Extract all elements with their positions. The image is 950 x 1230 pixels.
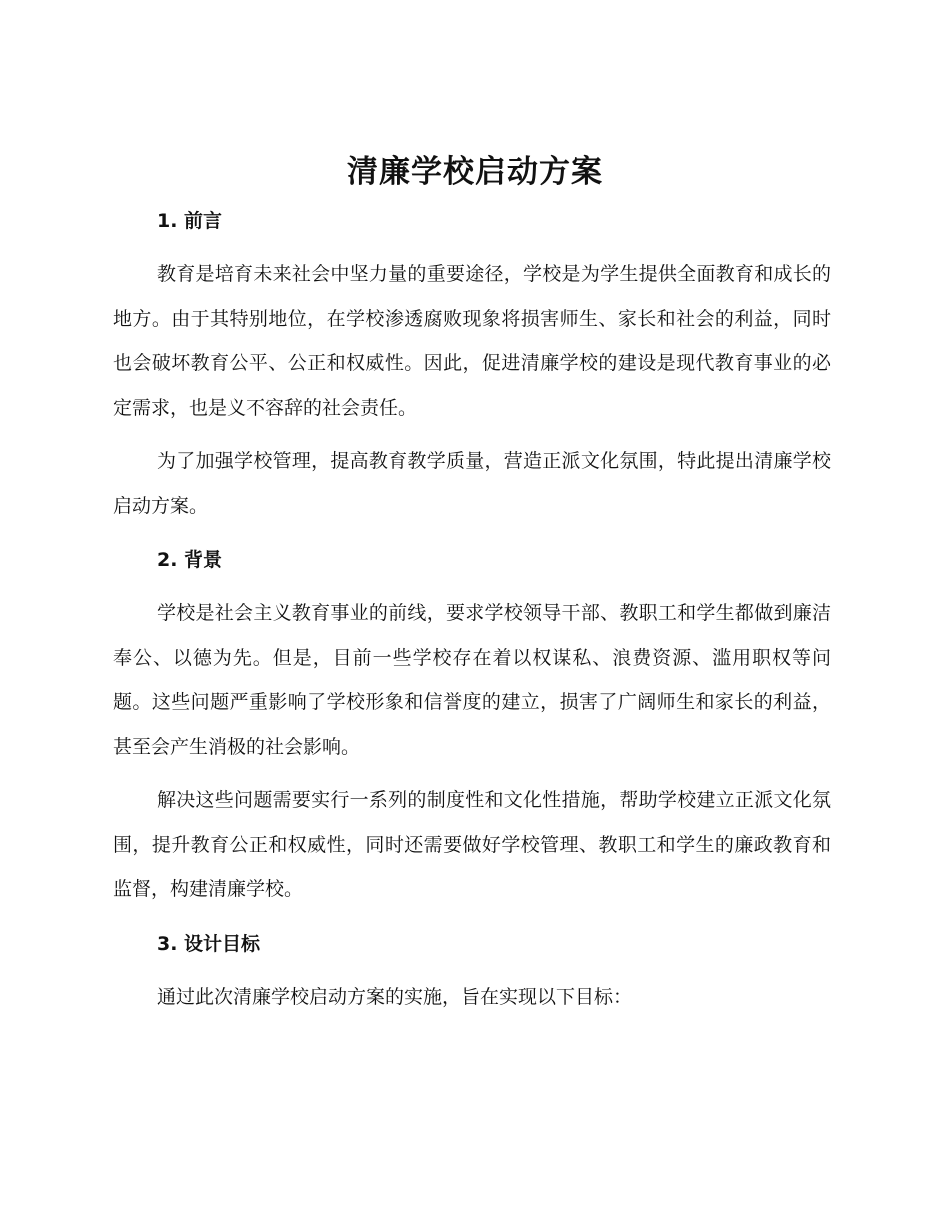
section-heading: 2. 背景 [157,549,223,571]
paragraph: 学校是社会主义教育事业的前线，要求学校领导干部、教职工和学生都做到廉洁奉公、以德为先。但是，目前一些学校存在着以权谋私、浪费资源、滥用职权等问题。这些问题严重影响了学校形象和信誉度的建立，损害了广阔师生和家长的利益，甚至会产生消极的社会影响。 [113,602,831,758]
section-design-goals [113,921,831,1020]
section-background [113,537,831,912]
paragraph: 通过此次清廉学校启动方案的实施，旨在实现以下目标： [157,985,633,1008]
document-body [113,198,831,1028]
section-heading: 1. 前言 [157,210,223,232]
paragraph: 解决这些问题需要实行一系列的制度性和文化性措施，帮助学校建立正派文化氛围，提升教育公正和权威性，同时还需要做好学校管理、教职工和学生的廉政教育和监督，构建清廉学校。 [113,789,831,900]
document-title: 清廉学校启动方案 [347,154,603,190]
paragraph: 为了加强学校管理，提高教育教学质量，营造正派文化氛围，特此提出清廉学校启动方案。 [113,450,831,517]
section-preface [113,198,831,528]
section-heading: 3. 设计目标 [157,932,261,955]
paragraph: 教育是培育未来社会中坚力量的重要途径，学校是为学生提供全面教育和成长的地方。由于其特别地位，在学校渗透腐败现象将损害师生、家长和社会的利益，同时也会破坏教育公平、公正和权威性。因此，促进清廉学校的建设是现代教育事业的必定需求，也是义不容辞的社会责任。 [113,263,831,419]
